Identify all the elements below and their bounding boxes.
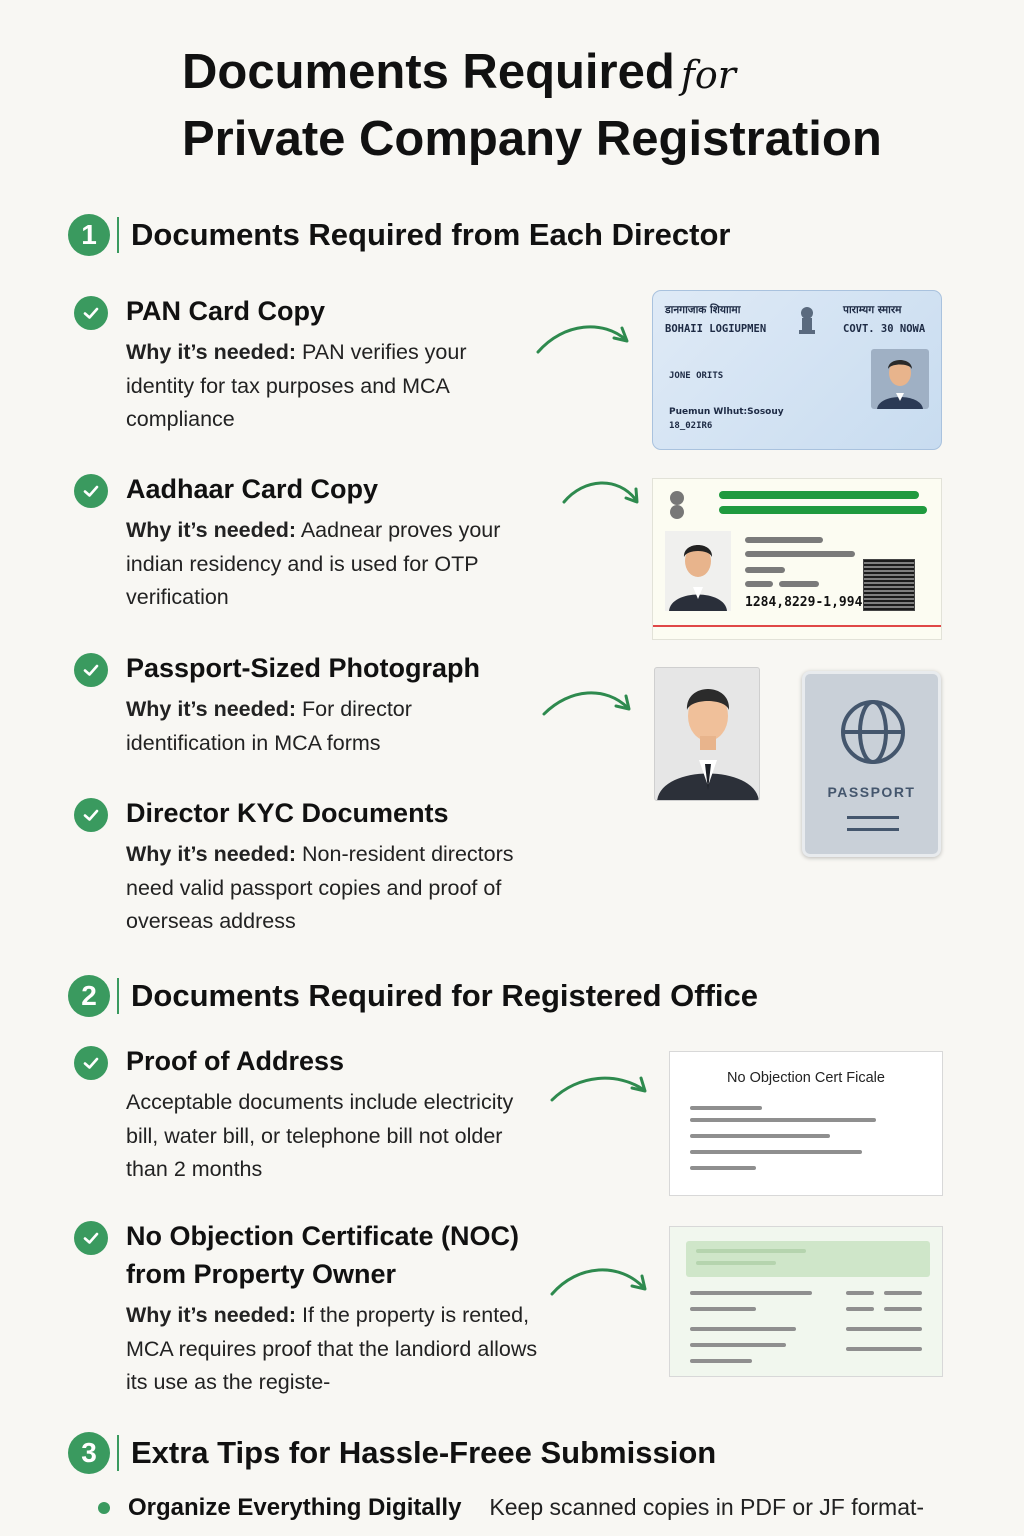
passport-line xyxy=(847,828,899,831)
item-director-kyc xyxy=(74,794,534,939)
text-placeholder-line xyxy=(846,1347,922,1351)
item-description: Acceptable documents include electricity bill, water bill, or telephone bill not older than 2 months xyxy=(126,1090,514,1181)
checkmark-icon xyxy=(74,1221,108,1255)
why-label: Why it’s needed: xyxy=(126,340,297,364)
text-placeholder-line xyxy=(690,1359,752,1363)
page-title xyxy=(182,40,882,171)
item-aadhaar-card xyxy=(74,470,534,615)
pan-dept-right: COVT. 30 NOWA xyxy=(843,323,926,335)
text-placeholder-line xyxy=(779,581,819,587)
text-placeholder-line xyxy=(846,1291,874,1295)
checkmark-icon xyxy=(74,653,108,687)
section-title: Documents Required from Each Director xyxy=(131,217,731,252)
section-header-tips xyxy=(68,1432,716,1474)
text-placeholder-line xyxy=(745,581,773,587)
tip-text: Keep scanned copies in PDF or JF format- xyxy=(489,1494,925,1520)
why-text: PAN verifies your identity for tax purposes and MCA compliance xyxy=(126,340,467,431)
item-title: No Objection Certificate (NOC) from Property Owner xyxy=(126,1221,520,1289)
section-title: Documents Required for Registered Office xyxy=(131,978,759,1013)
why-label: Why it’s needed: xyxy=(126,697,297,721)
pan-hindi-right: पाराम्यग स्मारम xyxy=(843,304,902,316)
passport-booklet-illustration xyxy=(802,671,941,857)
globe-icon xyxy=(839,698,907,766)
aadhaar-photo-avatar xyxy=(665,531,731,611)
text-placeholder-line xyxy=(690,1106,762,1110)
title-for: for xyxy=(680,53,736,97)
curved-arrow-icon xyxy=(548,1260,652,1302)
why-label: Why it’s needed: xyxy=(126,1303,297,1327)
text-placeholder-line xyxy=(884,1291,922,1295)
text-placeholder-line xyxy=(745,551,855,557)
why-label: Why it’s needed: xyxy=(126,518,297,542)
section-header-directors xyxy=(68,214,730,256)
text-placeholder-line xyxy=(745,567,785,573)
item-title: Passport-Sized Photograph xyxy=(126,653,481,683)
passport-label: PASSPORT xyxy=(827,784,916,800)
tip-item xyxy=(98,1494,924,1522)
pan-number: 18_02IR6 xyxy=(669,421,713,431)
bullet-icon xyxy=(98,1502,110,1514)
section-header-office xyxy=(68,975,758,1017)
passport-line xyxy=(847,816,899,819)
curved-arrow-icon xyxy=(540,684,636,720)
item-description xyxy=(126,693,534,760)
noc-heading: No Objection Cert Ficale xyxy=(727,1070,885,1086)
item-title: PAN Card Copy xyxy=(126,296,326,326)
item-title: Proof of Address xyxy=(126,1046,345,1076)
item-title: Director KYC Documents xyxy=(126,798,449,828)
checkmark-icon xyxy=(74,296,108,330)
text-placeholder-line xyxy=(690,1307,756,1311)
aadhaar-card-illustration xyxy=(652,478,942,640)
text-placeholder-line xyxy=(846,1327,922,1331)
title-line-1: Documents Required xyxy=(182,45,675,99)
item-description xyxy=(126,336,534,437)
item-description xyxy=(126,514,534,615)
why-text: Aadnear proves your indian residency and is used for OTP verification xyxy=(126,518,501,609)
tip-title: Organize Everything Digitally xyxy=(128,1494,462,1521)
curved-arrow-icon xyxy=(534,318,634,360)
item-description xyxy=(126,1299,544,1400)
checkmark-icon xyxy=(74,1046,108,1080)
section-divider xyxy=(117,978,119,1014)
aadhaar-logo-icon xyxy=(665,489,689,521)
text-placeholder-line xyxy=(884,1307,922,1311)
item-passport-photo xyxy=(74,649,534,760)
why-text: Non-resident directors need valid passport copies and proof of overseas address xyxy=(126,842,514,933)
text-placeholder-line xyxy=(690,1118,876,1122)
text-placeholder-line xyxy=(846,1307,874,1311)
section-divider xyxy=(117,1435,119,1471)
curved-arrow-icon xyxy=(560,476,644,510)
section-number-badge: 3 xyxy=(68,1432,110,1474)
title-line-2: Private Company Registration xyxy=(182,112,882,166)
utility-bill-illustration xyxy=(669,1226,943,1377)
text-placeholder-line xyxy=(745,537,823,543)
noc-document-illustration xyxy=(669,1051,943,1196)
passport-photo-illustration xyxy=(654,667,760,801)
section-title: Extra Tips for Hassle-Freee Submission xyxy=(131,1435,717,1470)
text-placeholder-line xyxy=(690,1166,756,1170)
header-stripe xyxy=(719,506,927,514)
text-placeholder-line xyxy=(696,1249,806,1253)
checkmark-icon xyxy=(74,474,108,508)
why-text: For director identification in MCA forms xyxy=(126,697,412,755)
pan-holder-name: JONE ORITS xyxy=(669,371,724,381)
text-placeholder-line xyxy=(696,1261,776,1265)
text-placeholder-line xyxy=(690,1343,786,1347)
text-placeholder-line xyxy=(690,1150,862,1154)
bill-header-band xyxy=(686,1241,930,1277)
item-pan-card xyxy=(74,292,534,437)
item-description xyxy=(126,838,534,939)
section-divider xyxy=(117,217,119,253)
text-placeholder-line xyxy=(690,1291,812,1295)
item-proof-of-address xyxy=(74,1042,544,1187)
curved-arrow-icon xyxy=(548,1070,652,1106)
section-number-badge: 1 xyxy=(68,214,110,256)
text-placeholder-line xyxy=(690,1134,830,1138)
checkmark-icon xyxy=(74,798,108,832)
qr-code-icon xyxy=(863,559,915,611)
pan-photo-avatar xyxy=(871,349,929,409)
item-title: Aadhaar Card Copy xyxy=(126,474,379,504)
emblem-icon xyxy=(797,305,817,337)
pan-hindi-left: डानगाजाक शियाामा xyxy=(665,304,741,316)
pan-card-illustration xyxy=(652,290,942,450)
why-label: Why it’s needed: xyxy=(126,842,297,866)
aadhaar-number: 1284,8229-1,994 xyxy=(745,595,863,610)
section-number-badge: 2 xyxy=(68,975,110,1017)
pan-father-name: Puemun Wlhut:Sosouy xyxy=(669,407,784,417)
item-noc xyxy=(74,1217,544,1400)
text-placeholder-line xyxy=(690,1327,796,1331)
bottom-stripe xyxy=(653,625,941,627)
why-text: If the property is rented, MCA requires proof that the landiord allows its use as the registe- xyxy=(126,1303,538,1394)
header-stripe xyxy=(719,491,919,499)
pan-dept-left: BOHAII LOGIUPMEN xyxy=(665,323,767,335)
